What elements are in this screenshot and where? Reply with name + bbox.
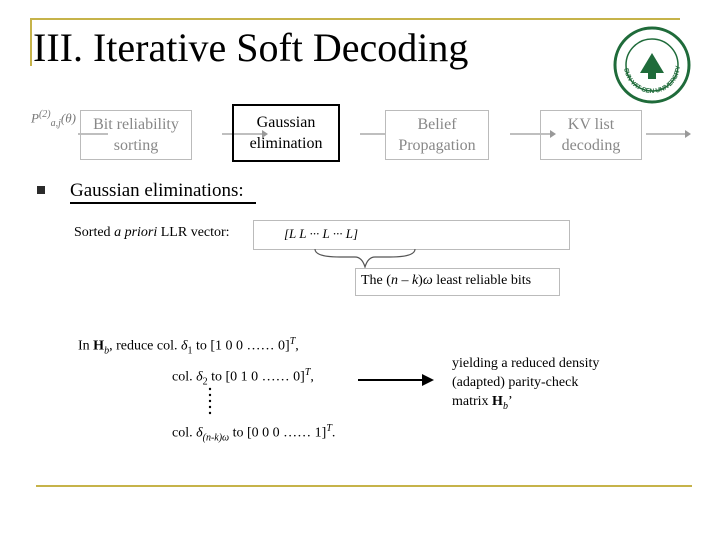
vertical-ellipsis-dots bbox=[206, 386, 214, 416]
flow-input-label: $P^{(2)}_{a,j}(\theta)$ bbox=[31, 109, 76, 129]
least-reliable-note: The (n – k)ω least reliable bits bbox=[361, 273, 532, 288]
footer-divider bbox=[36, 485, 692, 487]
reduction-line-1: In $H_b$, reduce col. $\delta_1$ to [1 0 0 …… 0]$^T$, bbox=[78, 336, 299, 357]
box-gaussian-elimination: Gaussian elimination bbox=[232, 104, 340, 162]
reduction-line-3: col. $\delta_{(n-k)\omega}$ to [0 0 0 …… 1]$^T$. bbox=[172, 423, 336, 444]
result-text: yielding a reduced density (adapted) parity-check matrix $H_b$’ bbox=[452, 356, 600, 412]
sorted-vector-label: Sorted a priori LLR vector: bbox=[74, 225, 230, 240]
sorted-llr-vector: [L L ··· L ··· L] bbox=[253, 220, 570, 250]
box-belief-propagation: Belief Propagation bbox=[385, 110, 489, 160]
bullet-underline bbox=[70, 202, 256, 204]
box-bit-reliability-sorting: Bit reliability sorting bbox=[80, 110, 192, 160]
bullet-text: Gaussian eliminations: bbox=[70, 180, 244, 201]
result-arrow bbox=[356, 370, 436, 390]
slide-title: III. Iterative Soft Decoding bbox=[33, 25, 469, 70]
logo-text: SUN YAT-SEN UNIVERSITY bbox=[622, 65, 683, 96]
bullet-marker bbox=[37, 186, 45, 194]
title-accent-vertical bbox=[30, 18, 32, 66]
title-accent-horizontal bbox=[30, 18, 680, 20]
university-logo bbox=[612, 25, 692, 105]
reduction-line-2: col. $\delta_2$ to [0 1 0 …… 0]$^T$, bbox=[172, 367, 314, 388]
box-kv-list-decoding: KV list decoding bbox=[540, 110, 642, 160]
